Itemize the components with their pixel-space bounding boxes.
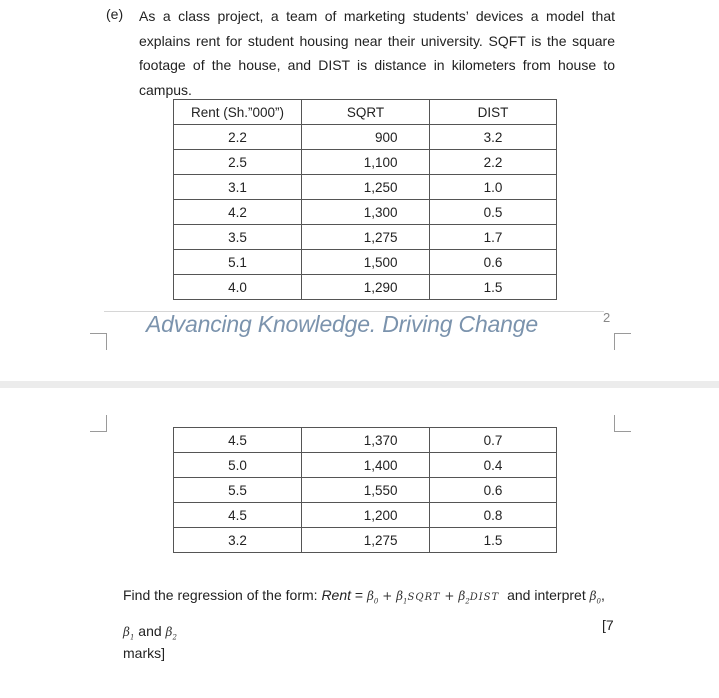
cell-rent: 3.2 — [174, 528, 302, 553]
table-row — [174, 200, 557, 225]
interp-beta-1-subscript: 1 — [129, 633, 135, 642]
cell-dist: 0.8 — [430, 503, 557, 528]
cell-rent: 5.1 — [174, 250, 302, 275]
eq-sqrt-var: SQRT — [407, 592, 441, 603]
and-word: and — [138, 623, 162, 640]
beta-2-subscript: 2 — [465, 597, 470, 606]
table-row — [174, 503, 557, 528]
eq-plus: + — [382, 589, 393, 603]
interp-beta-0 — [589, 589, 602, 606]
table-row — [174, 175, 557, 200]
table-row — [174, 528, 557, 553]
cell-dist: 1.0 — [430, 175, 557, 200]
data-table-page1 — [173, 99, 557, 300]
regression-equation — [366, 589, 500, 606]
footer-motto: Advancing Knowledge. Driving Change — [146, 311, 538, 337]
beta-1-subscript: 1 — [403, 597, 408, 606]
data-table-page2 — [173, 427, 557, 553]
table-row — [174, 275, 557, 300]
beta-0-symbol: β — [366, 589, 374, 603]
margin-corner-mark — [90, 415, 107, 432]
eq-rent: Rent — [321, 587, 352, 603]
cell-sqrt-value: 900 — [374, 129, 398, 145]
cell-sqrt-value: 1,200 — [363, 507, 398, 523]
cell-rent: 4.5 — [174, 428, 302, 453]
comma: , — [601, 587, 605, 603]
and-interpret-text: and interpret — [507, 587, 586, 603]
page-number: 2 — [603, 310, 611, 325]
regression-instruction — [123, 580, 605, 653]
cell-sqrt — [302, 150, 430, 175]
cell-dist: 1.5 — [430, 528, 557, 553]
interp-beta-0-subscript: 0 — [596, 597, 602, 606]
cell-sqrt — [302, 200, 430, 225]
cell-sqrt — [302, 478, 430, 503]
cell-sqrt-value: 1,370 — [363, 432, 398, 448]
cell-rent: 4.5 — [174, 503, 302, 528]
interp-beta-2-subscript: 2 — [172, 633, 177, 642]
eq-equals: = — [354, 587, 364, 603]
cell-rent: 3.1 — [174, 175, 302, 200]
interp-beta-2-symbol: β — [165, 625, 173, 640]
cell-rent: 5.0 — [174, 453, 302, 478]
cell-sqrt-value: 1,275 — [363, 532, 398, 548]
interp-beta-1-symbol: β — [123, 625, 130, 640]
cell-dist: 1.7 — [430, 225, 557, 250]
header-rent: Rent (Sh.”000”) — [174, 100, 302, 125]
table-row — [174, 150, 557, 175]
marks-open: [7 — [602, 617, 614, 633]
eq-dist-var: DIST — [469, 592, 500, 603]
cell-sqrt-value: 1,550 — [363, 482, 398, 498]
cell-dist: 2.2 — [430, 150, 557, 175]
cell-sqrt — [302, 503, 430, 528]
header-sqrt: SQRT — [302, 100, 430, 125]
margin-corner-mark — [614, 333, 631, 350]
beta-1-symbol: β — [396, 589, 404, 603]
cell-sqrt-value: 1,275 — [363, 229, 398, 245]
cell-dist: 0.7 — [430, 428, 557, 453]
eq-plus: + — [444, 589, 455, 603]
beta-2-symbol: β — [458, 589, 466, 603]
interp-beta-2 — [165, 625, 177, 642]
header-dist: DIST — [430, 100, 557, 125]
cell-sqrt-value: 1,290 — [363, 279, 398, 295]
instruction-prefix: Find the regression of the form: — [123, 587, 318, 603]
cell-dist: 1.5 — [430, 275, 557, 300]
cell-dist: 3.2 — [430, 125, 557, 150]
cell-sqrt-value: 1,400 — [363, 457, 398, 473]
cell-rent: 4.0 — [174, 275, 302, 300]
table-row — [174, 225, 557, 250]
cell-sqrt — [302, 250, 430, 275]
cell-sqrt — [302, 175, 430, 200]
question-label: (e) — [106, 6, 124, 22]
cell-sqrt — [302, 225, 430, 250]
cell-dist: 0.6 — [430, 478, 557, 503]
cell-dist: 0.4 — [430, 453, 557, 478]
cell-sqrt — [302, 453, 430, 478]
page-break-gap — [0, 381, 719, 388]
table-header-row — [174, 100, 557, 125]
cell-sqrt-value: 1,100 — [363, 154, 398, 170]
table-row — [174, 478, 557, 503]
margin-corner-mark — [90, 333, 107, 350]
cell-sqrt — [302, 528, 430, 553]
cell-sqrt-value: 1,250 — [363, 179, 398, 195]
table-row — [174, 125, 557, 150]
cell-sqrt-value: 1,500 — [363, 254, 398, 270]
table-row — [174, 453, 557, 478]
marks-close: marks] — [123, 645, 165, 661]
table-row — [174, 428, 557, 453]
cell-sqrt — [302, 275, 430, 300]
cell-rent: 2.2 — [174, 125, 302, 150]
cell-dist: 0.6 — [430, 250, 557, 275]
cell-rent: 4.2 — [174, 200, 302, 225]
interp-beta-0-symbol: β — [589, 589, 597, 603]
cell-sqrt — [302, 428, 430, 453]
cell-rent: 2.5 — [174, 150, 302, 175]
margin-corner-mark — [614, 415, 631, 432]
cell-rent: 3.5 — [174, 225, 302, 250]
beta-0-subscript: 0 — [373, 597, 379, 606]
cell-dist: 0.5 — [430, 200, 557, 225]
table-row — [174, 250, 557, 275]
cell-sqrt — [302, 125, 430, 150]
question-text: As a class project, a team of marketing students’ devices a model that explains rent for student housing near their university. SQFT is the square footage of the house, and DIST is distance in kilometers from house to campus. — [139, 8, 615, 98]
cell-sqrt-value: 1,300 — [363, 204, 398, 220]
cell-rent: 5.5 — [174, 478, 302, 503]
